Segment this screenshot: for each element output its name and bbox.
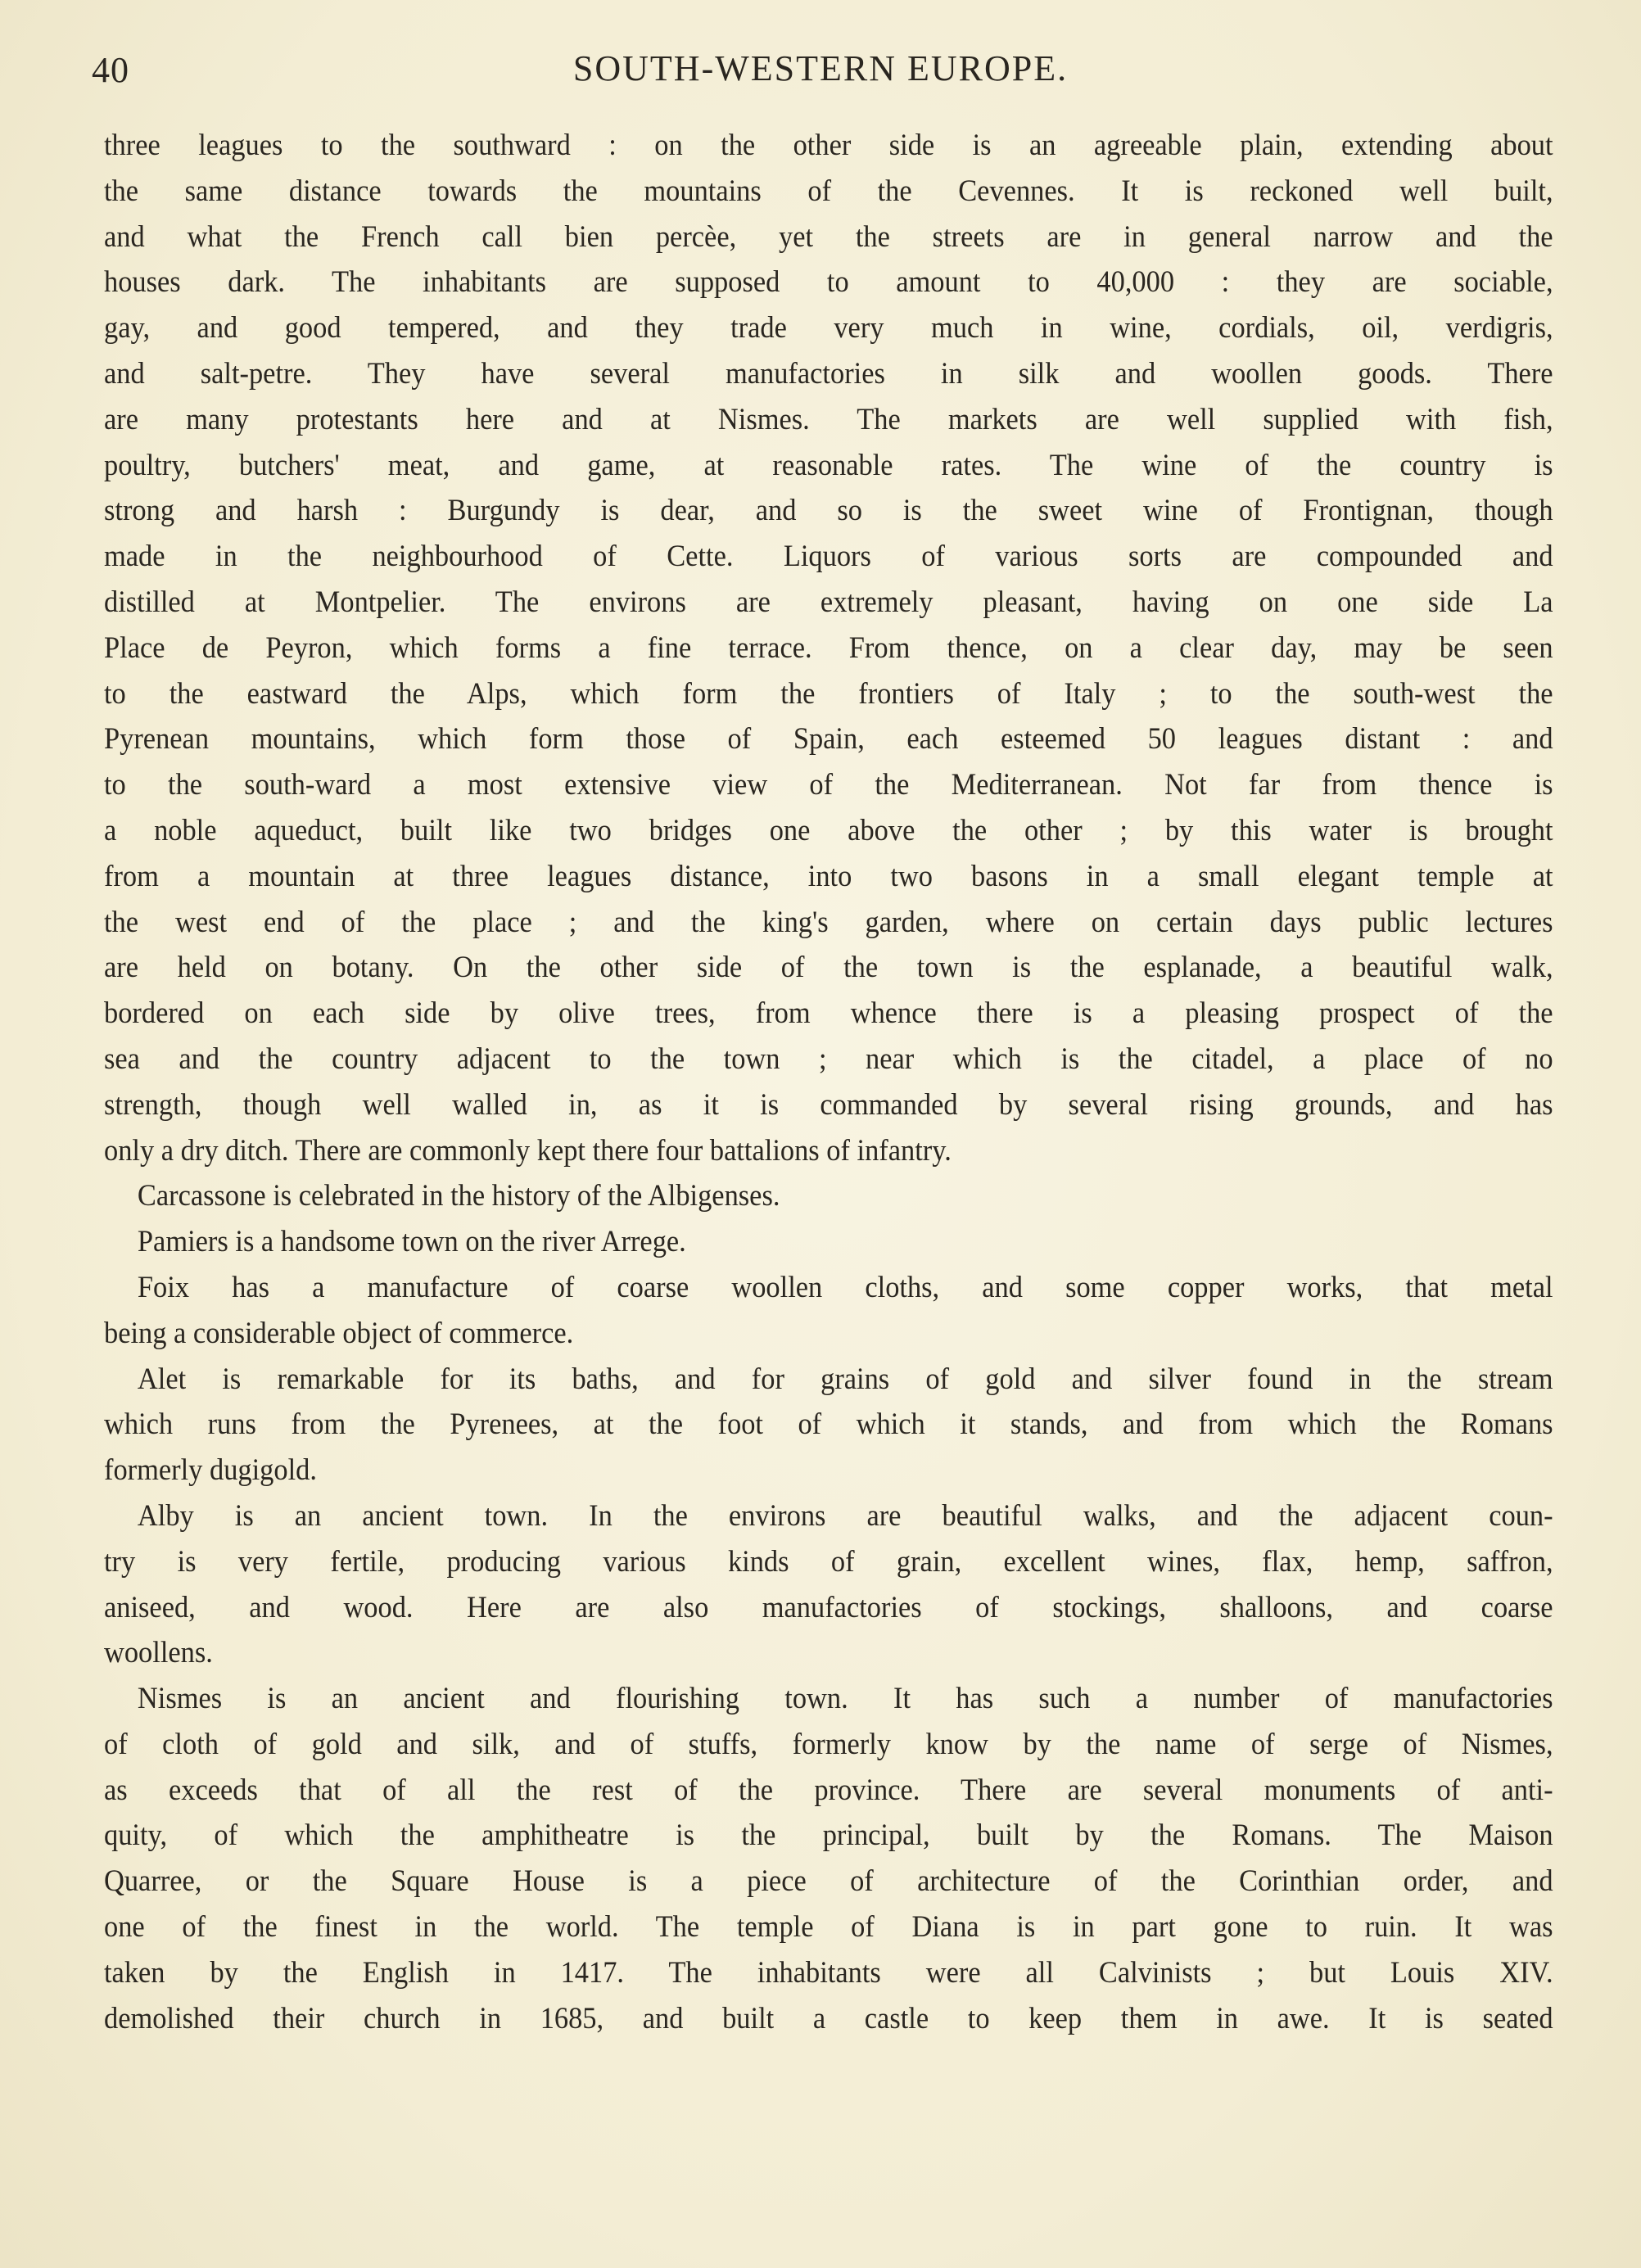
text-line: Pamiers is a handsome town on the river Arrege.: [137, 1225, 686, 1259]
paragraph: [104, 123, 1553, 1173]
text-line: try is very fertile, producing various kinds of grain, excellent wines, flax, hemp, saffron,: [104, 1544, 1553, 1579]
text-line: of cloth of gold and silk, and of stuffs, formerly know by the name of serge of Nismes,: [104, 1727, 1553, 1761]
text-line: made in the neighbourhood of Cette. Liquors of various sorts are compounded and: [104, 540, 1553, 574]
text-line: one of the finest in the world. The temple of Diana is in part gone to ruin. It was: [104, 1910, 1553, 1945]
text-line: Carcassone is celebrated in the history of the Albigenses.: [137, 1179, 780, 1213]
text-line: as exceeds that of all the rest of the province. There are several monuments of anti-: [104, 1773, 1553, 1807]
text-line: taken by the English in 1417. The inhabitants were all Calvinists ; but Louis XIV.: [104, 1955, 1553, 1990]
text-line: three leagues to the southward : on the other side is an agreeable plain, extending about: [104, 129, 1553, 162]
text-line: formerly dugigold.: [104, 1453, 317, 1488]
text-line: woollens.: [104, 1636, 213, 1670]
text-line: the same distance towards the mountains of the Cevennes. It is reckoned well built,: [104, 174, 1553, 208]
text-line: the west end of the place ; and the king's garden, where on certain days public lectures: [104, 905, 1553, 939]
paragraph: [104, 1493, 1553, 1676]
page-number: 40: [92, 50, 129, 90]
text-line: to the eastward the Alps, which form the frontiers of Italy ; to the south-west the: [104, 676, 1553, 711]
text-line: gay, and good tempered, and they trade very much in wine, cordials, oil, verdigris,: [104, 311, 1553, 346]
text-line: and salt-petre. They have several manufactories in silk and woollen goods. There: [104, 356, 1553, 391]
paragraph: [104, 1357, 1553, 1493]
text-line: Pyrenean mountains, which form those of Spain, each esteemed 50 leagues distant : and: [104, 722, 1553, 757]
paragraph: [104, 1173, 1553, 1219]
text-line: quity, of which the amphitheatre is the principal, built by the Romans. The Maison: [104, 1818, 1553, 1853]
text-line: Foix has a manufacture of coarse woollen cloths, and some copper works, that metal: [137, 1270, 1553, 1304]
paragraph: [104, 1219, 1553, 1265]
text-line: Place de Peyron, which forms a fine terrace. From thence, on a clear day, may be seen: [104, 630, 1553, 665]
text-line: poultry, butchers' meat, and game, at reasonable rates. The wine of the country is: [104, 448, 1553, 482]
text-line: strength, though well walled in, as it is commanded by several rising grounds, and has: [104, 1087, 1553, 1122]
running-title: SOUTH-WESTERN EUROPE.: [572, 48, 1069, 88]
text-line: which runs from the Pyrenees, at the foot of which it stands, and from which the Romans: [104, 1407, 1553, 1442]
text-line: strong and harsh : Burgundy is dear, and so is the sweet wine of Frontignan, though: [104, 494, 1553, 528]
text-line: to the south-ward a most extensive view of the Mediterranean. Not far from thence is: [104, 768, 1553, 802]
page-body-text: [104, 123, 1553, 2041]
text-line: Alby is an ancient town. In the environs are beautiful walks, and the adjacent coun-: [137, 1498, 1553, 1533]
text-line: aniseed, and wood. Here are also manufactories of stockings, shalloons, and coarse: [104, 1590, 1553, 1624]
text-line: Alet is remarkable for its baths, and for grains of gold and silver found in the stream: [137, 1362, 1553, 1396]
paragraph: [104, 1265, 1553, 1357]
text-line: being a considerable object of commerce.: [104, 1316, 574, 1350]
text-line: and what the French call bien percèe, yet the streets are in general narrow and the: [104, 219, 1553, 254]
text-line: are held on botany. On the other side of the town is the esplanade, a beautiful walk,: [104, 951, 1553, 985]
text-line: a noble aqueduct, built like two bridges one above the other ; by this water is brought: [104, 813, 1553, 847]
paragraph: [104, 1676, 1553, 2041]
text-line: are many protestants here and at Nismes. The markets are well supplied with fish,: [104, 402, 1553, 436]
text-line: Quarree, or the Square House is a piece of architecture of the Corinthian order, and: [104, 1864, 1553, 1899]
text-line: Nismes is an ancient and flourishing town. It has such a number of manufactories: [137, 1682, 1553, 1716]
text-line: sea and the country adjacent to the town ; near which is the citadel, a place of no: [104, 1041, 1553, 1076]
text-line: distilled at Montpelier. The environs are extremely pleasant, having on one side La: [104, 585, 1553, 619]
text-line: only a dry ditch. There are commonly kept there four battalions of infantry.: [104, 1133, 952, 1168]
text-line: houses dark. The inhabitants are supposed to amount to 40,000 : they are sociable,: [104, 265, 1553, 300]
text-line: from a mountain at three leagues distance, into two basons in a small elegant temple at: [104, 859, 1553, 893]
text-line: demolished their church in 1685, and built a castle to keep them in awe. It is seated: [104, 2001, 1553, 2035]
text-line: bordered on each side by olive trees, from whence there is a pleasing prospect of the: [104, 996, 1553, 1031]
